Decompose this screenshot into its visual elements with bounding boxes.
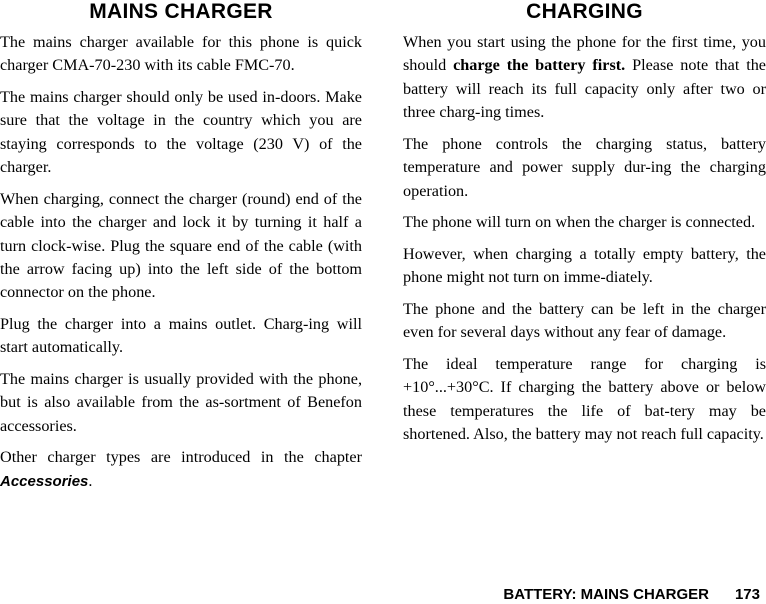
paragraph: Plug the charger into a mains outlet. Charg-ing will start automatically. bbox=[0, 315, 362, 357]
left-column bbox=[0, 0, 362, 501]
paragraph: The phone controls the charging status, battery temperature and power supply dur-ing the charging operation. bbox=[403, 134, 766, 200]
paragraph: The phone and the battery can be left in the charger even for several days without any fear of damage. bbox=[403, 299, 766, 342]
paragraph bbox=[403, 31, 766, 125]
section-heading-charging: CHARGING bbox=[526, 0, 643, 23]
paragraph: The mains charger should only be used in-doors. Make sure that the voltage in the country which you are staying corresponds to the voltage (230 V) of the charger. bbox=[0, 88, 362, 177]
paragraph: The ideal temperature range for charging is +10°...+30°C. If charging the battery above or below these temperatures the life of bat-tery may be shortened. Also, the battery may not reach full capacity. bbox=[403, 354, 766, 444]
paragraph-text: . bbox=[88, 471, 93, 490]
paragraph bbox=[0, 446, 362, 493]
paragraph: The mains charger available for this phone is quick charger CMA-70-230 with its cable FMC-70. bbox=[0, 33, 362, 75]
paragraph: However, when charging a totally empty battery, the phone might not turn on imme-diately. bbox=[403, 244, 766, 287]
page-footer bbox=[503, 586, 760, 604]
paragraph: The mains charger is usually provided with the phone, but is also available from the as-sortment of Benefon accessories. bbox=[0, 370, 362, 435]
paragraph: The phone will turn on when the charger is connected. bbox=[403, 213, 756, 232]
paragraph-text: Other charger types are introduced in the chapter bbox=[0, 448, 362, 467]
paragraph-text: When you start using the phone for the first time, you should bbox=[403, 33, 766, 75]
section-heading-mains-charger: MAINS CHARGER bbox=[89, 0, 273, 23]
chapter-reference-accessories: Accessories bbox=[0, 472, 89, 490]
emphasis-text: charge the battery first. bbox=[453, 56, 626, 75]
footer-section-title: BATTERY: MAINS CHARGER bbox=[503, 586, 709, 603]
paragraph: When charging, connect the charger (round) end of the cable into the charger and lock it by turning it half a turn clock-wise. Plug the square end of the cable (with the arrow facing up) into the left side of the bottom connector on the phone. bbox=[0, 189, 362, 302]
paragraph-text: Please note that the battery will reach its full capacity only after two or three charg-ing times. bbox=[403, 56, 766, 122]
right-column bbox=[403, 0, 766, 455]
page-number: 173 bbox=[734, 586, 760, 603]
